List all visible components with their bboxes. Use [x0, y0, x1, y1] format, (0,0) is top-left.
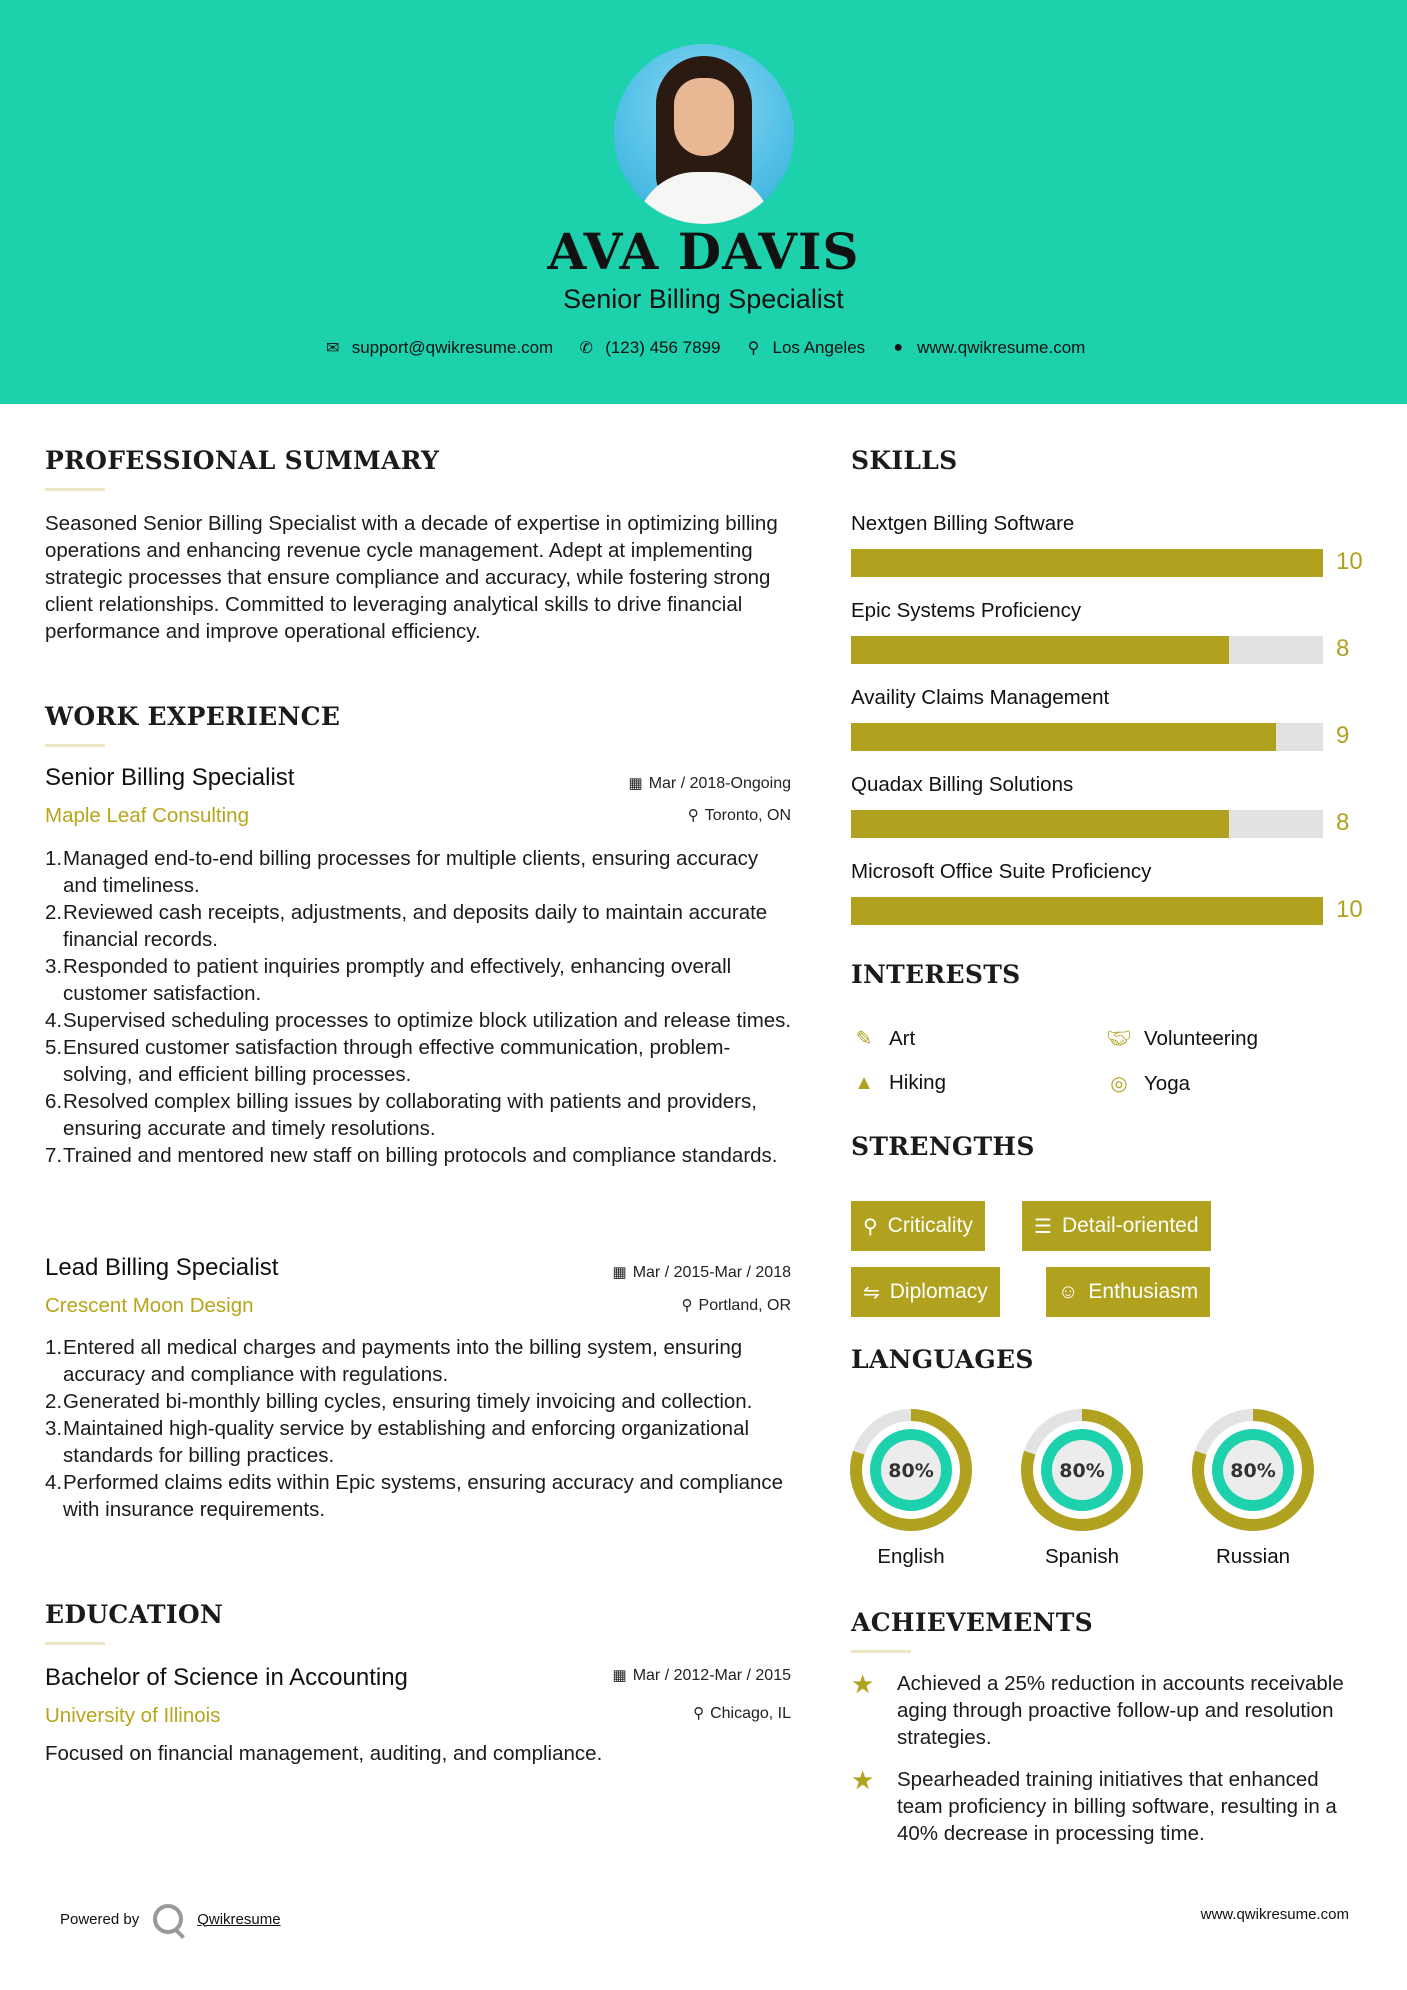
handshake-icon: ⇋: [863, 1281, 880, 1304]
skill-level: 8: [1336, 635, 1350, 662]
skill-bar-fill: [851, 897, 1323, 925]
footer-brand-link[interactable]: Qwikresume: [197, 1910, 281, 1928]
school-name: University of Illinois: [45, 1704, 221, 1727]
footer-powered-by: Powered by Qwikresume: [60, 1904, 281, 1934]
smile-icon: ☺: [1058, 1280, 1079, 1303]
strength-chip: ⚲ Criticality: [851, 1201, 985, 1251]
profile-photo: [614, 44, 794, 224]
list-item: 3. Maintained high-quality service by establishing and enforcing organizational standards for billing practices.: [45, 1417, 750, 1467]
list-item: 1. Managed end-to-end billing processes for multiple clients, ensuring accuracy and timeliness.: [45, 847, 759, 897]
calendar-icon: ▦: [612, 1667, 627, 1684]
skill-level: 10: [1336, 548, 1363, 575]
job-company: Crescent Moon Design: [45, 1294, 254, 1317]
language-percent: 80%: [1059, 1460, 1105, 1482]
job-location: ⚲ Toronto, ON: [687, 807, 791, 824]
skill-bar-track: [851, 723, 1323, 751]
job-location: ⚲ Portland, OR: [681, 1297, 791, 1314]
pin-icon: ⚲: [687, 807, 699, 824]
experience-heading: WORK EXPERIENCE: [45, 702, 341, 731]
list-item: 5. Ensured customer satisfaction through effective communication, problem-solving, and efficient billing processes.: [45, 1036, 731, 1086]
candidate-name: AVA DAVIS: [547, 222, 860, 281]
list-item: 4. Supervised scheduling processes to optimize block utilization and release times.: [45, 1009, 792, 1032]
candidate-title: Senior Billing Specialist: [563, 284, 844, 314]
language-name: English: [877, 1545, 945, 1568]
footer-url[interactable]: www.qwikresume.com: [1200, 1906, 1349, 1923]
interests-heading: INTERESTS: [851, 960, 1021, 989]
list-item: 2. Reviewed cash receipts, adjustments, and deposits daily to maintain accurate financial records.: [45, 901, 768, 951]
achievement-item: ★ Spearheaded training initiatives that enhanced team proficiency in billing software, resulting in a 40% decrease in processing time.: [851, 1765, 1337, 1845]
interest-hiking: ▲ Hiking: [851, 1071, 946, 1095]
skill-label: Microsoft Office Suite Proficiency: [851, 860, 1152, 883]
star-icon: ★: [851, 1669, 875, 1699]
paintbrush-icon: ✎: [855, 1028, 873, 1050]
education-dates: ▦ Mar / 2012-Mar / 2015: [612, 1667, 791, 1684]
contact-phone: (123) 456 7899: [605, 338, 721, 357]
skill-bar-track: [851, 636, 1323, 664]
skill-level: 8: [1336, 809, 1350, 836]
pin-icon: ⚲: [693, 1705, 705, 1722]
qwikresume-logo-icon: [153, 1904, 183, 1934]
education-location: ⚲ Chicago, IL: [693, 1705, 791, 1722]
tree-icon: ▲: [854, 1071, 874, 1094]
job-dates: ▦ Mar / 2015-Mar / 2018: [612, 1264, 791, 1281]
education-description: Focused on financial management, auditing, and compliance.: [45, 1742, 603, 1765]
resume-header: [0, 0, 1407, 404]
degree-title: Bachelor of Science in Accounting: [45, 1664, 408, 1691]
globe-icon: ●: [893, 339, 903, 356]
skill-bar-fill: [851, 636, 1229, 664]
contact-email[interactable]: support@qwikresume.com: [351, 338, 554, 357]
pin-icon: ⚲: [681, 1297, 693, 1314]
skill-level: 9: [1336, 722, 1350, 749]
education-heading: EDUCATION: [45, 1600, 224, 1629]
strength-chip: ☺ Enthusiasm: [1046, 1267, 1210, 1317]
heading-underline: [45, 1642, 105, 1645]
job-title: Lead Billing Specialist: [45, 1254, 279, 1281]
skill-bar-track: [851, 897, 1323, 925]
skill-bar-fill: [851, 810, 1229, 838]
heading-underline: [45, 744, 105, 747]
list-item: 1. Entered all medical charges and payments into the billing system, ensuring accuracy and compliance with regulations.: [45, 1336, 743, 1386]
job-title: Senior Billing Specialist: [45, 764, 295, 791]
language-percent: 80%: [888, 1460, 934, 1482]
list-item: 7. Trained and mentored new staff on billing protocols and compliance standards.: [45, 1144, 778, 1167]
languages-heading: LANGUAGES: [851, 1345, 1034, 1374]
achievement-item: ★ Achieved a 25% reduction in accounts receivable aging through proactive follow-up and resolution strategies.: [851, 1669, 1344, 1749]
skill-bar-track: [851, 549, 1323, 577]
calendar-icon: ▦: [628, 775, 643, 792]
skill-label: Epic Systems Proficiency: [851, 599, 1082, 622]
heading-underline: [851, 1650, 911, 1653]
interest-yoga: ◎ Yoga: [1106, 1071, 1190, 1096]
interest-art: ✎ Art: [851, 1026, 915, 1051]
language-ring: [850, 1409, 972, 1531]
strength-chip: ⇋ Diplomacy: [851, 1267, 1000, 1317]
language-ring: [1021, 1409, 1143, 1531]
list-icon: ☰: [1034, 1215, 1052, 1238]
achievements-heading: ACHIEVEMENTS: [851, 1608, 1093, 1637]
search-icon: ⚲: [863, 1215, 878, 1238]
job-dates: ▦ Mar / 2018-Ongoing: [628, 775, 791, 792]
strengths-heading: STRENGTHS: [851, 1132, 1035, 1161]
language-name: Russian: [1215, 1545, 1291, 1568]
contact-website[interactable]: www.qwikresume.com: [917, 338, 1086, 357]
skill-bar-fill: [851, 549, 1323, 577]
calendar-icon: ▦: [612, 1264, 627, 1281]
skill-label: Nextgen Billing Software: [851, 512, 1075, 535]
language-ring: [1192, 1409, 1314, 1531]
list-item: 2. Generated bi-monthly billing cycles, ensuring timely invoicing and collection.: [45, 1390, 753, 1413]
envelope-icon: ✉: [325, 340, 340, 357]
summary-heading: PROFESSIONAL SUMMARY: [45, 446, 440, 475]
skill-bar-fill: [851, 723, 1276, 751]
list-item: 3. Responded to patient inquiries promptly and effectively, enhancing overall customer satisfaction.: [45, 955, 732, 1005]
lifering-icon: ◎: [1110, 1073, 1128, 1095]
star-icon: ★: [851, 1765, 875, 1795]
contact-location: Los Angeles: [772, 338, 866, 357]
contact-bar: [0, 338, 1407, 358]
job-bullets: [45, 1334, 797, 1523]
job-company: Maple Leaf Consulting: [45, 804, 249, 827]
list-item: 6. Resolved complex billing issues by collaborating with patients and providers, ensuring accurate and timely resolutions.: [45, 1090, 757, 1140]
skill-label: Quadax Billing Solutions: [851, 773, 1074, 796]
skills-heading: SKILLS: [851, 446, 958, 475]
heading-underline: [45, 488, 105, 491]
job-bullets: [45, 845, 797, 1169]
skill-label: Availity Claims Management: [851, 686, 1110, 709]
phone-icon: ✆: [579, 340, 593, 357]
language-percent: 80%: [1230, 1460, 1276, 1482]
list-item: 4. Performed claims edits within Epic systems, ensuring accuracy and compliance with insurance requirements.: [45, 1471, 784, 1521]
skill-level: 10: [1336, 896, 1363, 923]
map-pin-icon: ⚲: [747, 340, 760, 357]
handshake-icon: 🤝︎: [1106, 1028, 1132, 1050]
strength-chip: ☰ Detail-oriented: [1022, 1201, 1211, 1251]
interest-volunteering: 🤝︎ Volunteering: [1106, 1026, 1258, 1050]
skill-bar-track: [851, 810, 1323, 838]
language-name: Spanish: [1044, 1545, 1120, 1568]
summary-text: Seasoned Senior Billing Specialist with a decade of expertise in optimizing billing operations and enhancing revenue cycle management. Adept at implementing strategic processes that ensure compliance and accuracy, while fostering strong client relationships. Committed to leveraging analytical skills to drive financial performance and improve operational efficiency.: [45, 512, 778, 643]
